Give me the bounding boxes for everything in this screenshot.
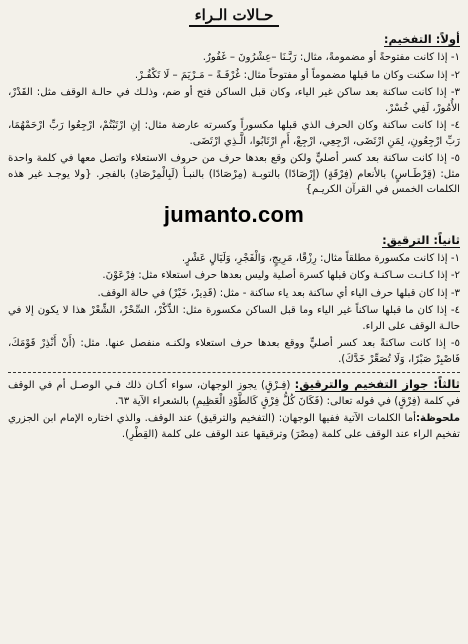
list-item: ٥- إذا كانت ساكنة بعد كسر أصليٍّ ولكن وقع بعدها حرف من حروف الاستعلاء واتصل معها في كلمة واحدة مثل: (قِرْطَـاسٍ) بالأنعام (فِرْقَةٍ) (إِرْصَادًا) بالتوبـة (مِرْصَادًا) بالنبـأ (لَبِالْمِرْصَادِ) بالفجر. {ولا يوجـد غير هذه الكلمات الخمس في القرآن الكريـم} [8, 153, 460, 195]
list-item: ٥- إذا كانت ساكنةً بعد كسر أصليٍّ ووقع بعدها حرف استعلاء ولكنـه منفصل عنها. مثل: (أَنْ أَنْذِرْ قَوْمَكَ، فَاصْبِرْ صَبْرًا، وَلَا تُصَعِّرْ خَدَّكَ). [8, 338, 460, 365]
list-item: ٢- إذا كـانـت سـاكنـة وكان قبلها كسرة أصلية وليس بعدها حرف استعلاء مثل: فِرْعَوْنَ. [102, 270, 460, 281]
watermark-text: jumanto.com [163, 201, 305, 227]
section-heading-jawaz: ثالثاً: جواز التفخيم والترقيق: [294, 377, 460, 391]
list-item: ٤- إذا كانت ساكنة وكان الحرف الذي قبلها مكسوراً وكسرته عارضة مثال: إنِ ارْتَبْتُمْ، ارْجِعُوا رَبِّ ارْحَمْهُمَا، رَبِّ ارْجِعُونِ، لِمَنِ ارْتَضَى، ارْجِعِي، ارْجِعْ، أَمِ ارْتَابُوا، الَّـذِي ارْتَضَى. [8, 120, 460, 147]
section-jawaz [8, 377, 460, 409]
list-item: ١- إذا كانت مكسورة مطلقاً مثال: رِزْقًا، مَرِيجٍ، وَالْفَجْرِ، وَلَيَالٍ عَشْرٍ. [181, 252, 460, 264]
section-heading-tarqiq: ثانياً: الترقيق: [382, 232, 460, 247]
list-item: ٤- إذا كان ما قبلها ساكناً غير الياء وما قبل الساكن مكسورة مثل: الذِّكْرْ، السِّحْرْ، الشِّعْرْ هذا لا يكون إلا في حالـة الوقف على الراء. [8, 305, 460, 332]
note-text: أما الكلمات الآتية ففيها الوجهان: (التفخيم والترقيق) عند الوقف. والذي اختاره الإمام ابن الجزري تفخيم الراء عند الوقف على كلمة (مِصْرَ) وترقيقها عند الوقف على كلمة (القِطْرِ). [8, 413, 460, 440]
list-item: ٣- إذا كانت ساكنة بعد ساكن غير الياء، وكان قبل الساكن فتح أو ضم، وذلـك في حالـة الوقف مثل: القَدْرْ، الأُمُورْ، لَفِي خُسْرْ. [8, 87, 460, 114]
jawaz-text: (فِـرْقٍ) يجوز الوجهان، سواء أكـان ذلك فـي الوصـل أم في الوقف في كلمة (فِرْقٍ) في قوله تعالى: (فَكَانَ كُلُّ فِرْقٍ كَالطَّوْدِ الْعَظِيمِ) بالشعراء الآية ٦٣. [8, 380, 460, 407]
list-item: ٣- إذا كان قبلها حرف الياء أي ساكنة بعد ياء ساكنة - مثل: (قَدِيرْ، خَيْرْ) في حالة الوقف. [97, 287, 460, 299]
list-item: ١- إذا كانت مفتوحةً أو مضمومةً، مثال: رَبَّـنَا –عِشْرُونَ – غَفُورٌ. [202, 52, 460, 63]
page-title: حـالات الـراء [8, 6, 460, 26]
note-paragraph [8, 411, 460, 442]
list-item: ٢- إذا سكنت وكان ما قبلها مضموماً أو مفتوحاً مثال: غُرْفَـةً – مَـرْيَمَ – لَا تَكْفُـرْ. [134, 69, 460, 81]
section-heading-tafkhim: أولاً: التفخيم: [383, 32, 460, 46]
note-label: ملحوظة: [415, 413, 460, 424]
section-divider [8, 372, 460, 373]
